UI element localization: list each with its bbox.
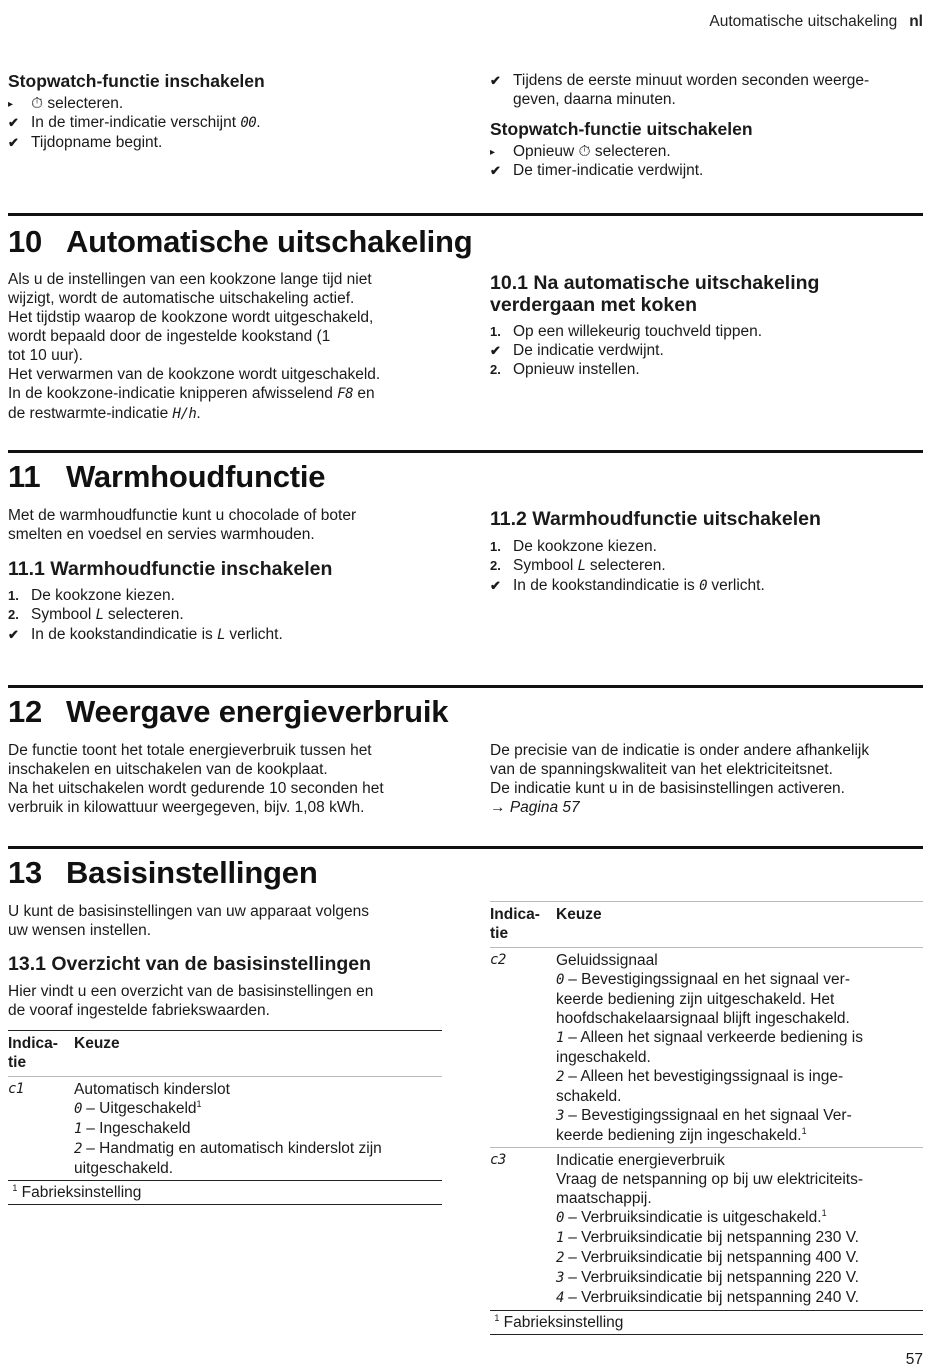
list-text: verlicht. — [229, 626, 283, 643]
display-code: L — [217, 627, 226, 643]
list-item — [490, 360, 925, 379]
arrow-marker-icon: ▸ — [8, 99, 14, 110]
paragraph-line: De precisie van de indicatie is onder andere afhankelijk — [490, 742, 870, 759]
setting-code: c3 — [490, 1152, 506, 1168]
footnote-ref: 1 — [801, 1126, 807, 1136]
check-icon: ✔ — [490, 578, 501, 593]
footnote-mark: 1 — [12, 1183, 18, 1193]
option-text: – Handmatig en automatisch kinderslot zijn — [86, 1140, 382, 1157]
page-reference[interactable] — [490, 798, 930, 817]
option-code: 1 — [556, 1230, 564, 1246]
option-line — [556, 1106, 923, 1126]
option-text-cont: uitgeschakeld. — [74, 1160, 174, 1177]
text-span: de restwarmte-indicatie — [8, 405, 169, 422]
step-number: 1. — [490, 539, 501, 554]
paragraph-line: De functie toont het totale energieverbruik tussen het — [8, 742, 372, 759]
option-line — [556, 1067, 923, 1087]
option-text-cont: ingeschakeld. — [556, 1049, 651, 1066]
arrow-marker-icon: ▸ — [490, 147, 496, 158]
step-number: 1. — [8, 588, 19, 603]
list-text: geven, daarna minuten. — [513, 91, 676, 108]
option-text-cont: hoofdschakelaarsignaal blijft ingeschakeld. — [556, 1010, 850, 1027]
list-text: De kookzone kiezen. — [31, 587, 175, 604]
footnote-text: Fabrieksinstelling — [21, 1184, 142, 1201]
paragraph-line: Het tijdstip waarop de kookzone wordt uitgeschakeld, — [8, 309, 374, 326]
list-item — [490, 576, 925, 596]
list-text: Symbool — [513, 557, 574, 574]
paragraph-line: De indicatie kunt u in de basisinstellingen activeren. — [490, 780, 845, 797]
option-text: – Bevestigingssignaal en het signaal Ver- — [568, 1107, 852, 1124]
table-footnote — [8, 1181, 442, 1202]
list-text: verlicht. — [711, 577, 765, 594]
page-number: 57 — [905, 1351, 923, 1368]
footnote-text: Fabrieksinstelling — [503, 1314, 624, 1331]
list-text: selecteren. — [594, 143, 671, 160]
check-icon: ✔ — [490, 73, 501, 88]
option-text: – Bevestigingssignaal en het signaal ver- — [568, 971, 851, 988]
section-title-text: Warmhoudfunctie — [66, 459, 326, 494]
settings-table-left — [8, 1030, 442, 1205]
list-item — [490, 537, 925, 556]
setting-options — [74, 1080, 442, 1178]
section-10-body — [8, 270, 458, 424]
list-item — [8, 113, 448, 133]
option-code: 3 — [556, 1108, 564, 1124]
setting-options — [556, 951, 923, 1145]
option-line — [556, 1208, 923, 1228]
list-text: Tijdopname begint. — [31, 134, 163, 151]
option-text: – Verbruiksindicatie bij netspanning 400 V. — [568, 1249, 859, 1266]
list-text: Op een willekeurig touchveld tippen. — [513, 323, 763, 340]
check-icon: ✔ — [8, 135, 19, 150]
option-code: 2 — [556, 1250, 564, 1266]
list-item — [8, 605, 458, 625]
list-text: selecteren. — [589, 557, 666, 574]
header-text: Indica- — [490, 906, 540, 923]
option-code: 4 — [556, 1290, 564, 1306]
setting-options — [556, 1151, 923, 1308]
option-line — [556, 970, 923, 990]
section-rule — [8, 685, 923, 688]
footnote-ref: 1 — [196, 1099, 202, 1109]
option-text-cont — [556, 1126, 923, 1145]
paragraph-line: Met de warmhoudfunctie kunt u chocolade of boter — [8, 507, 357, 524]
section-title-text: Basisinstellingen — [66, 855, 318, 890]
option-line — [556, 1248, 923, 1268]
section-13-1-heading: 13.1 Overzicht van de basisinstellingen — [8, 953, 372, 975]
paragraph-line — [8, 384, 458, 404]
table-header — [490, 902, 923, 943]
column-header-indicatie — [8, 1034, 74, 1072]
paragraph-line: U kunt de basisinstellingen van uw apparaat volgens — [8, 903, 370, 920]
option-code: 2 — [556, 1069, 564, 1085]
check-icon: ✔ — [8, 627, 19, 642]
step-number: 1. — [490, 324, 501, 339]
paragraph-line: tot 10 uur). — [8, 347, 83, 364]
display-code: H/h — [172, 406, 197, 422]
setting-code: c1 — [8, 1081, 24, 1097]
option-line — [556, 1268, 923, 1288]
paragraph-line: wordt bepaald door de ingestelde kookstand (1 — [8, 328, 331, 345]
step-number: 2. — [490, 362, 501, 377]
running-header — [709, 12, 923, 31]
header-title: Automatische uitschakeling — [709, 13, 898, 30]
section-11-title — [8, 459, 325, 495]
section-rule — [8, 846, 923, 849]
option-code: 0 — [556, 1210, 564, 1226]
section-12-title — [8, 694, 448, 730]
list-item — [490, 556, 925, 576]
section-number: 13 — [8, 855, 43, 890]
paragraph-line: uw wensen instellen. — [8, 922, 152, 939]
section-13-left — [8, 902, 442, 1205]
setting-description: maatschappij. — [556, 1190, 652, 1207]
section-rule — [8, 213, 923, 216]
section-12-left — [8, 741, 458, 817]
header-text: Indica- — [8, 1035, 58, 1052]
text-span: en — [357, 385, 375, 402]
list-text: selecteren. — [107, 606, 184, 623]
setting-title: Geluidssignaal — [556, 952, 658, 969]
step-number: 2. — [490, 558, 501, 573]
section-10-1-block — [490, 272, 925, 379]
option-line — [74, 1119, 442, 1139]
table-row — [490, 1148, 923, 1310]
option-code: 0 — [556, 972, 564, 988]
paragraph-line: Het verwarmen van de kookzone wordt uitgeschakeld. — [8, 366, 381, 383]
display-code: 00 — [240, 115, 257, 131]
list-text: Opnieuw — [513, 143, 575, 160]
option-code: 1 — [556, 1030, 564, 1046]
section-title-text: Weergave energieverbruik — [66, 694, 449, 729]
setting-title: Indicatie energieverbruik — [556, 1152, 725, 1169]
list-item — [8, 625, 458, 645]
option-text: – Alleen het bevestigingssignaal is inge- — [568, 1068, 844, 1085]
check-icon: ✔ — [8, 115, 19, 130]
option-code: 2 — [74, 1141, 82, 1157]
list-item — [490, 161, 925, 180]
paragraph-line: Hier vindt u een overzicht van de basisinstellingen en — [8, 983, 374, 1000]
list-text: . — [256, 114, 261, 131]
option-code: 1 — [74, 1121, 82, 1137]
header-text: tie — [8, 1054, 27, 1071]
list-text: Tijdens de eerste minuut worden seconden weerge- — [513, 72, 870, 89]
list-item — [8, 586, 458, 605]
paragraph-line: inschakelen en uitschakelen van de kookplaat. — [8, 761, 328, 778]
stopwatch-icon: ⏱ — [31, 95, 44, 112]
footnote-mark: 1 — [494, 1313, 500, 1323]
list-text: In de timer-indicatie verschijnt — [31, 114, 237, 131]
setting-description: Vraag de netspanning op bij uw elektriciteits- — [556, 1171, 864, 1188]
option-line — [556, 1028, 923, 1048]
display-code: 0 — [699, 578, 708, 594]
list-text: In de kookstandindicatie is — [513, 577, 695, 594]
stopwatch-icon: ⏱ — [578, 143, 591, 160]
option-text-cont: schakeld. — [556, 1088, 622, 1105]
list-text: De kookzone kiezen. — [513, 538, 657, 555]
option-line — [74, 1099, 442, 1119]
check-icon: ✔ — [490, 163, 501, 178]
section-11-2-heading: 11.2 Warmhoudfunctie uitschakelen — [490, 508, 821, 530]
section-11-right — [490, 508, 925, 596]
list-text: De indicatie verdwijnt. — [513, 342, 664, 359]
list-item — [490, 71, 925, 109]
table-row — [490, 948, 923, 1147]
option-text: – Uitgeschakeld — [86, 1100, 197, 1117]
option-text: – Ingeschakeld — [86, 1120, 191, 1137]
paragraph-line — [8, 404, 458, 424]
section-12-right — [490, 741, 930, 817]
list-item — [490, 341, 925, 360]
option-text: – Verbruiksindicatie bij netspanning 230 V. — [568, 1229, 859, 1246]
column-header-keuze: Keuze — [74, 1035, 120, 1052]
section-10-1-heading — [490, 272, 925, 316]
paragraph-line: de vooraf ingestelde fabriekswaarden. — [8, 1002, 270, 1019]
paragraph-line: smelten en voedsel en servies warmhouden. — [8, 526, 315, 543]
stopwatch-on-heading: Stopwatch-functie inschakelen — [8, 71, 265, 91]
list-text: Opnieuw instellen. — [513, 361, 640, 378]
text-span: . — [196, 405, 201, 422]
table-header — [8, 1031, 442, 1072]
stopwatch-right-block — [490, 71, 925, 180]
paragraph-line: Als u de instellingen van een kookzone lange tijd niet — [8, 271, 372, 288]
section-11-1-heading: 11.1 Warmhoudfunctie inschakelen — [8, 558, 333, 580]
stopwatch-off-heading: Stopwatch-functie uitschakelen — [490, 119, 753, 139]
list-item — [8, 94, 448, 113]
section-11-left — [8, 506, 458, 645]
option-text-cont: keerde bediening zijn uitgeschakeld. Het — [556, 991, 835, 1008]
section-13-title — [8, 855, 318, 891]
section-10-title — [8, 224, 473, 260]
list-text: De timer-indicatie verdwijnt. — [513, 162, 704, 179]
paragraph-line: Na het uitschakelen wordt gedurende 10 seconden het — [8, 780, 384, 797]
section-title-text: Automatische uitschakeling — [66, 224, 473, 259]
stopwatch-on-block — [8, 71, 448, 152]
table-row — [8, 1077, 442, 1180]
section-number: 11 — [8, 459, 41, 494]
section-13-right — [490, 901, 923, 1335]
paragraph-line: verbruik in kilowattuur weergegeven, bijv. 1,08 kWh. — [8, 799, 365, 816]
column-header-keuze: Keuze — [556, 906, 602, 923]
footnote-ref: 1 — [821, 1208, 827, 1218]
heading-line: 10.1 Na automatische uitschakeling — [490, 272, 820, 294]
arrow-right-icon: → — [490, 799, 506, 816]
list-item — [490, 142, 925, 161]
paragraph-line: van de spanningskwaliteit van het elektriciteitsnet. — [490, 761, 833, 778]
check-icon: ✔ — [490, 343, 501, 358]
option-code: 3 — [556, 1270, 564, 1286]
text-span: In de kookzone-indicatie knipperen afwisselend — [8, 385, 333, 402]
option-text: – Verbruiksindicatie bij netspanning 240 V. — [568, 1289, 859, 1306]
option-code: 0 — [74, 1101, 82, 1117]
display-code: F8 — [337, 386, 354, 402]
section-number: 10 — [8, 224, 43, 259]
setting-title: Automatisch kinderslot — [74, 1081, 230, 1098]
list-text: In de kookstandindicatie is — [31, 626, 213, 643]
option-line — [556, 1288, 923, 1308]
list-text: selecteren. — [47, 95, 124, 112]
column-header-indicatie — [490, 905, 556, 943]
paragraph-line: wijzigt, wordt de automatische uitschakeling actief. — [8, 290, 355, 307]
step-number: 2. — [8, 607, 19, 622]
option-text: – Verbruiksindicatie is uitgeschakeld. — [568, 1209, 822, 1226]
option-text: – Verbruiksindicatie bij netspanning 220 V. — [568, 1269, 859, 1286]
setting-code: c2 — [490, 952, 506, 968]
option-text: – Alleen het signaal verkeerde bediening is — [568, 1029, 863, 1046]
heading-line: verdergaan met koken — [490, 294, 698, 316]
option-text: keerde bediening zijn ingeschakeld. — [556, 1127, 802, 1144]
section-rule — [8, 450, 923, 453]
option-line — [556, 1228, 923, 1248]
header-text: tie — [490, 925, 509, 942]
display-code: L — [577, 558, 586, 574]
section-number: 12 — [8, 694, 43, 729]
list-item — [8, 133, 448, 152]
page-reference-text: Pagina 57 — [509, 799, 580, 816]
list-text: Symbool — [31, 606, 92, 623]
table-footnote — [490, 1311, 923, 1332]
language-code: nl — [909, 13, 923, 30]
option-line — [74, 1139, 442, 1159]
list-item — [490, 322, 925, 341]
display-code: L — [95, 607, 104, 623]
